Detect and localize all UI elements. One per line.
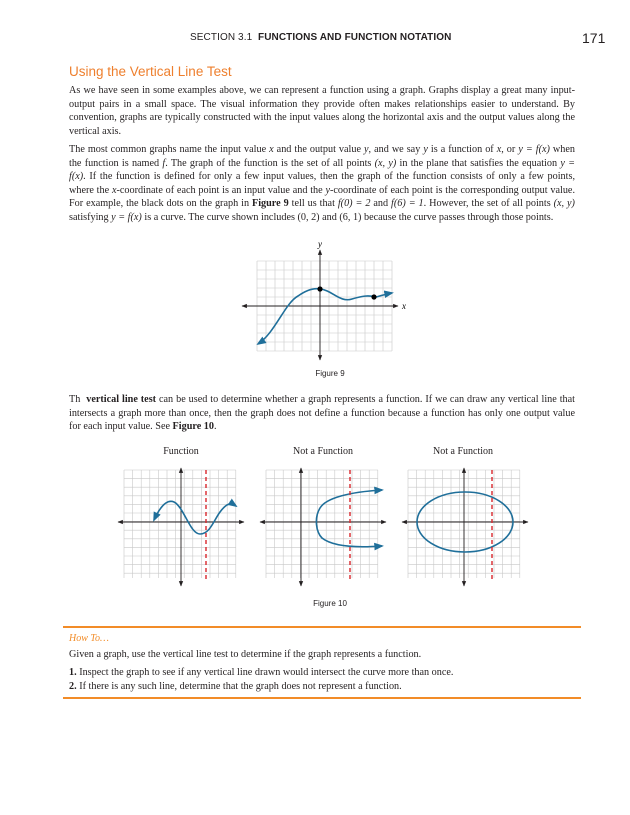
graph-not-function-ellipse	[402, 468, 528, 586]
howto-bottom-rule	[63, 697, 581, 699]
section-title: FUNCTIONS AND FUNCTION NOTATION	[258, 32, 452, 43]
graph-not-function-parabola	[260, 468, 386, 586]
figure9-caption: Figure 9	[315, 369, 345, 378]
section-heading: Using the Vertical Line Test	[69, 64, 232, 79]
paragraph-vertical-line-test: Th vertical line test can be used to determine whether a graph represents a function. If we can draw any vertical line that intersects a graph more than once, then the graph does not define a function because a function has only one output value for each input value. See Figure 10.	[69, 394, 575, 433]
point-0-2	[317, 286, 322, 291]
figure9-graph	[240, 238, 420, 368]
graph-label-function: Function	[163, 446, 199, 457]
figure10-graphs	[112, 462, 532, 592]
x-axis-label: x	[402, 301, 406, 311]
paragraph-graphs: The most common graphs name the input value x and the output value y, and we say y is a function of x, or y = f(x) when the function is named f. The graph of the function is the set of all points (x, y) in the plane that satisfies the equation y = f(x). If the function is defined for only a few input values, then the graph of the function consists of only a few points, where the x-coordinate of each point is an input value and the y-coordinate of each point is the corresponding output value. For example, the black dots on the graph in Figure 9 tell us that f(0) = 2 and f(6) = 1. However, the set of all points (x, y) satisfying y = f(x) is a curve. The curve shown includes (0, 2) and (6, 1) because the curve passes through those points.	[69, 144, 576, 223]
graph-label-not-function-1: Not a Function	[293, 446, 353, 457]
page-header	[0, 30, 630, 50]
page-number: 171	[582, 30, 606, 46]
howto-intro: Given a graph, use the vertical line test to determine if the graph represents a function.	[69, 649, 422, 660]
term-vertical-line-test: vertical line test	[86, 394, 157, 405]
wave-curve	[154, 501, 236, 534]
howto-top-rule	[63, 626, 581, 628]
paragraph-intro: As we have seen in some examples above, we can represent a function using a graph. Graphs display a great many input-output pairs in a small space. The visual information they provide often makes relationships easier to understand. By convention, graphs are typically constructed with the input values along the horizontal axis and the output values along the vertical axis.	[69, 85, 575, 137]
graph-function	[118, 468, 244, 586]
howto-title: How To…	[69, 633, 109, 644]
point-6-1	[371, 294, 376, 299]
section-header	[190, 32, 451, 43]
howto-step-2: 2. If there is any such line, determine that the graph does not represent a function.	[69, 681, 402, 692]
howto-step-1: 1. Inspect the graph to see if any vertical line drawn would intersect the curve more than once.	[69, 667, 454, 678]
figure10-caption: Figure 10	[313, 599, 347, 608]
figure10-reference[interactable]: Figure 10	[172, 421, 214, 433]
figure9-reference[interactable]: Figure 9	[251, 198, 289, 210]
section-number: SECTION 3.1	[190, 32, 253, 43]
y-axis-label: y	[318, 239, 322, 249]
graph-label-not-function-2: Not a Function	[433, 446, 493, 457]
